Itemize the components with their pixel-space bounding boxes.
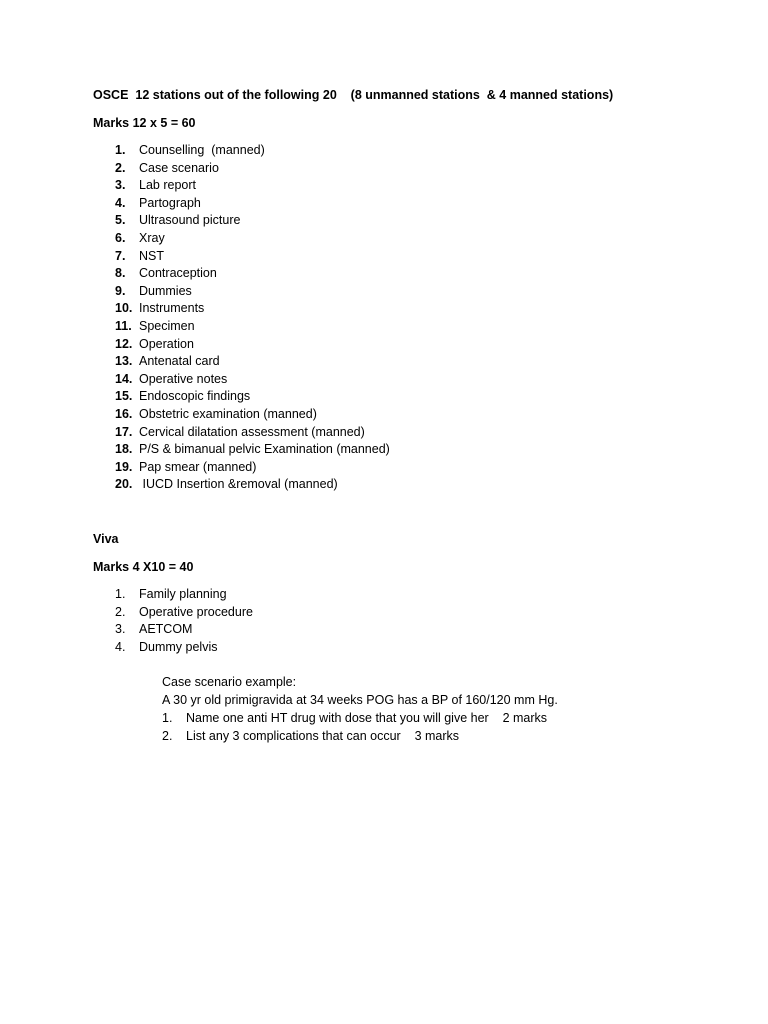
list-text: Endoscopic findings (139, 389, 251, 404)
list-number: 8. (115, 266, 126, 281)
list-number: 2. (115, 604, 126, 619)
case-example-description: A 30 yr old primigravida at 34 weeks POG has a BP of 160/120 mm Hg. (162, 693, 558, 707)
list-number: 3. (115, 622, 126, 637)
list-number: 6. (115, 230, 126, 245)
list-number: 7. (115, 248, 126, 263)
list-number: 3. (115, 178, 126, 193)
list-text: Counselling (manned) (139, 143, 265, 157)
list-number: 1. (115, 587, 126, 601)
list-number: 4. (115, 639, 126, 654)
list-text: Cervical dilatation assessment (manned) (139, 424, 365, 439)
list-text: Instruments (139, 301, 205, 316)
list-text: Family planning (139, 587, 227, 601)
list-text: Name one anti HT drug with dose that you will give her 2 marks (186, 711, 548, 725)
osce-heading: OSCE 12 stations out of the following 20 (8 unmanned stations & 4 manned stations) (93, 88, 614, 102)
list-text: Case scenario (139, 160, 219, 175)
list-text: Operation (139, 336, 194, 351)
list-number: 13. (115, 354, 133, 369)
list-number: 9. (115, 283, 126, 298)
list-number: 19. (115, 459, 133, 474)
list-number: 1. (162, 711, 173, 725)
viva-heading: Viva (93, 532, 119, 546)
list-text: Dummies (139, 283, 192, 298)
list-number: 18. (115, 442, 133, 457)
osce-marks: Marks 12 x 5 = 60 (93, 116, 196, 130)
list-text: Contraception (139, 266, 217, 281)
list-text: NST (139, 248, 164, 263)
list-number: 1. (115, 143, 126, 157)
list-number: 11. (115, 318, 132, 333)
list-text: Antenatal card (139, 354, 220, 369)
list-number: 12. (115, 336, 133, 351)
list-text: Pap smear (manned) (139, 459, 257, 474)
list-number: 10. (115, 301, 133, 316)
list-number: 4. (115, 195, 126, 210)
list-number: 2. (162, 729, 173, 743)
list-text: P/S & bimanual pelvic Examination (manned) (139, 442, 390, 457)
list-text: Specimen (139, 318, 195, 333)
list-text: List any 3 complications that can occur 3 marks (186, 729, 460, 743)
list-text: Xray (139, 230, 165, 245)
list-text: IUCD Insertion &removal (manned) (139, 477, 338, 492)
list-text: Lab report (139, 178, 196, 193)
case-example-title: Case scenario example: (162, 675, 297, 689)
list-number: 14. (115, 371, 133, 386)
list-text: AETCOM (139, 622, 193, 637)
list-text: Dummy pelvis (139, 639, 218, 654)
list-number: 16. (115, 406, 133, 421)
list-number: 20. (115, 477, 133, 492)
list-number: 17. (115, 424, 133, 439)
list-number: 2. (115, 160, 126, 175)
list-text: Partograph (139, 195, 201, 210)
viva-marks: Marks 4 X10 = 40 (93, 560, 194, 574)
list-text: Operative notes (139, 371, 228, 386)
list-text: Operative procedure (139, 604, 253, 619)
list-text: Ultrasound picture (139, 213, 241, 228)
list-text: Obstetric examination (manned) (139, 406, 317, 421)
list-number: 5. (115, 213, 126, 228)
list-number: 15. (115, 389, 133, 404)
